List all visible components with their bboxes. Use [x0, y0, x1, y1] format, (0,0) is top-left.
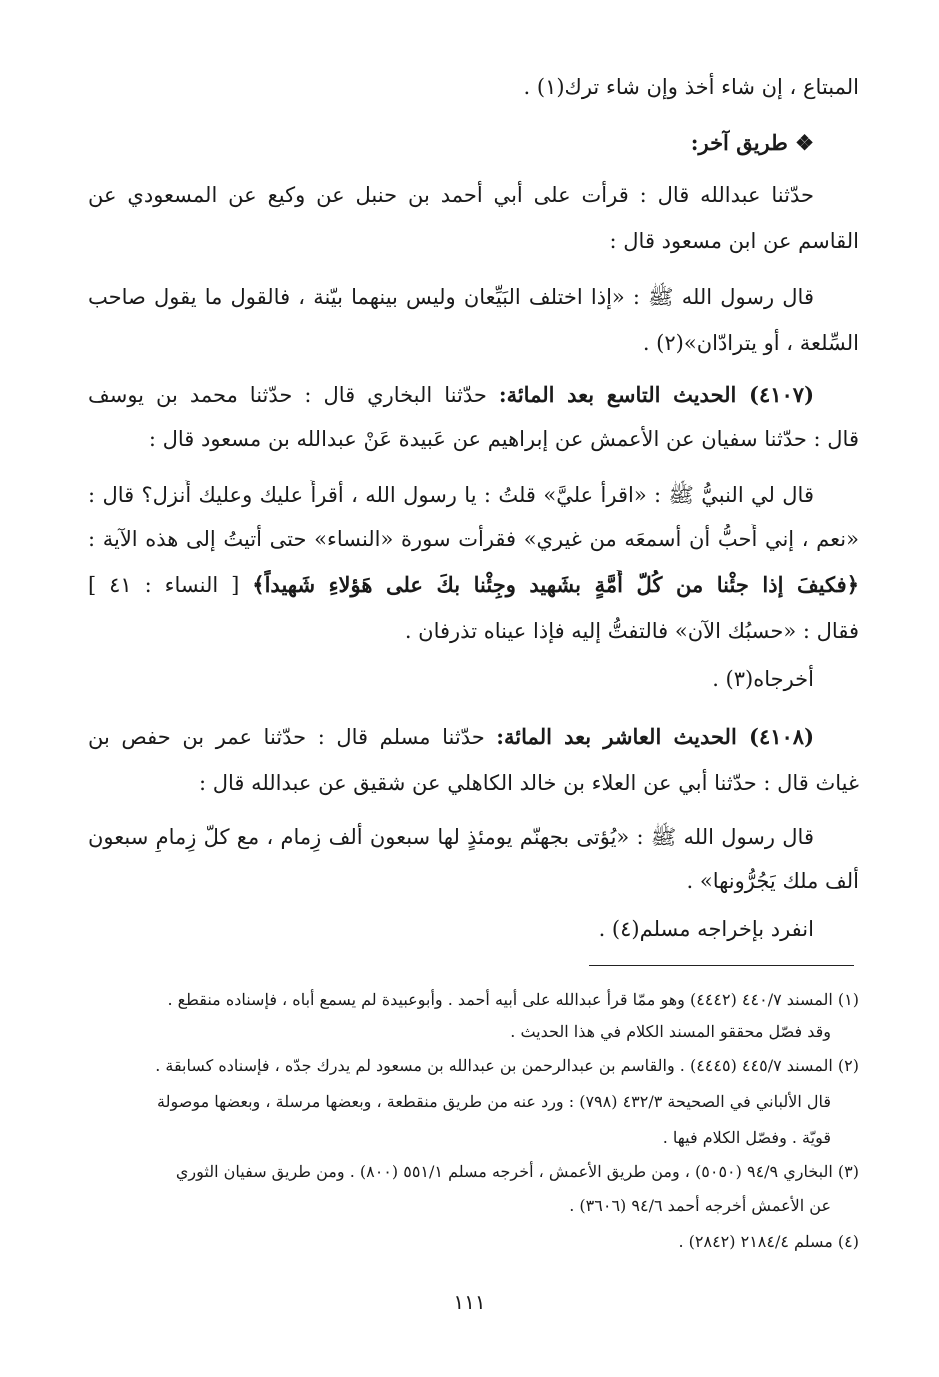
hadith-4107-line-4: «نعم ، إني أُحبُّ أن أسمعَه من غيري» فقرأت سورة «النساء» حتى أتيتُ إلى هذه الآية :	[88, 527, 859, 551]
hadith-text-line-2: السِّلعة ، أو يترادّان»(٢) .	[642, 331, 859, 355]
hadith-4107-quran-line	[88, 570, 859, 600]
quran-reference: [ النساء : ٤١ ]	[88, 573, 253, 597]
footnote-1-line-1: (١) المسند ٤٤٠/٧ (٤٤٤٢) وهو ممّا قرأ عبدالله على أبيه أحمد . وأبوعبيدة لم يسمع أباه ، فإسناده منقطع .	[167, 990, 859, 1009]
hadith-4108-line-3: قال رسول الله ﷺ : «يُؤتى بجهنّم يومئذٍ لها سبعون ألف زِمام ، مع كلّ زِمامٍ سبعون	[88, 825, 814, 849]
hadith-4107-takhrij: أخرجاه(٣) .	[712, 667, 814, 691]
page-number: ١١١	[453, 1290, 486, 1314]
hadith-4107-line-1	[88, 380, 814, 410]
isnad-line-2: القاسم عن ابن مسعود قال :	[609, 229, 859, 253]
isnad-line-1: حدّثنا عبدالله قال : قرأت على أبي أحمد بن حنبل عن وكيع عن المسعودي عن	[88, 183, 814, 207]
hadith-4108-line-4: ألف ملك يَجُرُّونها» .	[686, 869, 859, 893]
hadith-4107-line-3: قال لي النبيُّ ﷺ : «اقرأ عليَّ» قلتُ : يا رسول الله ، أقرأُ عليك وعليك أُنزل؟ قال :	[88, 483, 814, 507]
footnote-2-line-1: (٢) المسند ٤٤٥/٧ (٤٤٤٥) . والقاسم بن عبدالرحمن بن عبدالله بن مسعود لم يدرك جدّه ، فإسناده كسابقة .	[155, 1056, 859, 1075]
hadith-4108-line-2: غياث قال : حدّثنا أبي عن العلاء بن خالد الكاهلي عن شقيق عن عبدالله قال :	[198, 771, 859, 795]
footnote-2-line-3: قويّة . وفصّل الكلام فيها .	[662, 1128, 831, 1147]
quran-verse: ﴿فكيفَ إذا جئْنا من كُلّ أُمَّةٍ بشَهيد وجِئْنا بكَ على هَؤلاءِ شَهيداً﴾	[252, 572, 859, 597]
hadith-text-line-1: قال رسول الله ﷺ : «إذا اختلف البَيِّعان وليس بينهما بيّنة ، فالقول ما يقول صاحب	[88, 285, 814, 309]
hadith-4107-heading: (٤١٠٧) الحديث التاسع بعد المائة:	[498, 382, 814, 407]
hadith-4108-isnad-start: حدّثنا مسلم قال : حدّثنا عمر بن حفص بن	[88, 725, 497, 749]
hadith-4107-isnad-start: حدّثنا البخاري قال : حدّثنا محمد بن يوسف	[88, 383, 499, 407]
footnote-2-line-2: قال الألباني في الصحيحة ٤٣٢/٣ (٧٩٨) : ورد عنه من طريق منقطعة ، وبعضها مرسلة ، وبعضها موصولة	[157, 1092, 831, 1111]
continuation-line: المبتاع ، إن شاء أخذ وإن شاء ترك(١) .	[523, 75, 859, 99]
hadith-4108-line-1	[88, 722, 814, 752]
hadith-4108-takhrij: انفرد بإخراجه مسلم(٤) .	[598, 917, 814, 941]
footnote-separator	[589, 965, 854, 966]
hadith-4107-line-6: فقال : «حسبُك الآن» فالتفتُّ إليه فإذا عيناه تذرفان .	[404, 619, 859, 643]
subheading-another-route: ❖ طريق آخر:	[690, 130, 814, 155]
footnote-3-line-2: عن الأعمش أخرجه أحمد ٩٤/٦ (٣٦٠٦) .	[569, 1196, 831, 1215]
footnote-1-line-2: وقد فصّل محققو المسند الكلام في هذا الحديث .	[510, 1022, 831, 1041]
footnote-3-line-1: (٣) البخاري ٩٤/٩ (٥٠٥٠) ، ومن طريق الأعمش ، أخرجه مسلم ٥٥١/١ (٨٠٠) . ومن طريق سفيان الثوري	[175, 1162, 859, 1181]
footnote-4-line-1: (٤) مسلم ٢١٨٤/٤ (٢٨٤٢) .	[678, 1232, 859, 1251]
hadith-4107-line-2: قال : حدّثنا سفيان عن الأعمش عن إبراهيم عن عَبيدة عَنْ عبدالله بن مسعود قال :	[148, 427, 859, 451]
hadith-4108-heading: (٤١٠٨) الحديث العاشر بعد المائة:	[496, 724, 814, 749]
